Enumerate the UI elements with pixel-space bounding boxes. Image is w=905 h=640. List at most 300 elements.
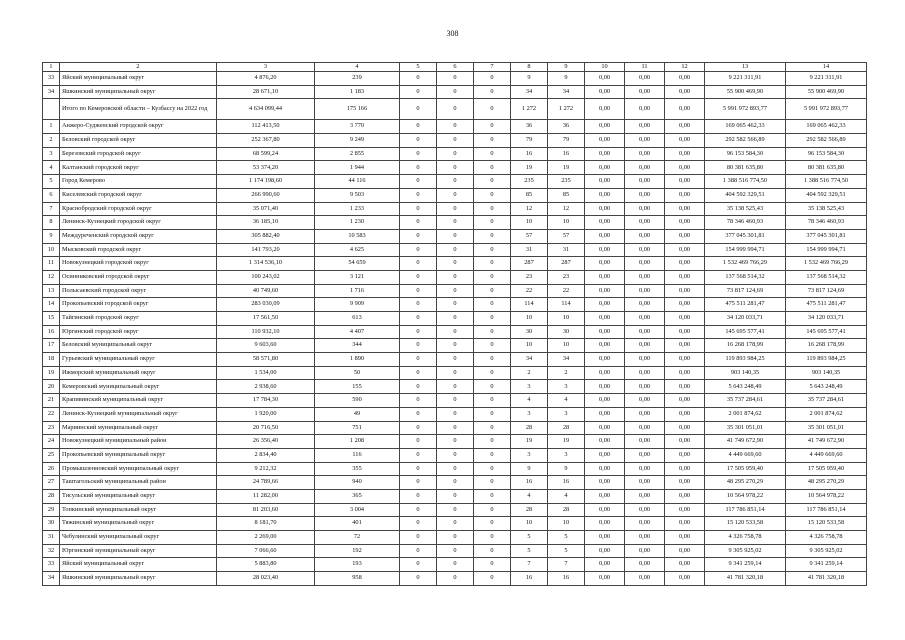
value-cell: 0 (400, 270, 437, 284)
value-cell: 404 592 329,51 (786, 188, 867, 202)
value-cell: 16 (511, 476, 548, 490)
value-cell: 7 066,60 (217, 544, 315, 558)
value-cell: 1 944 (315, 161, 400, 175)
value-cell: 0 (400, 572, 437, 586)
table-row (43, 298, 867, 312)
value-cell: 0 (400, 188, 437, 202)
value-cell: 4 634 099,44 (217, 99, 315, 120)
value-cell: 0 (400, 531, 437, 545)
value-cell: 0,00 (585, 394, 625, 408)
value-cell: 0 (437, 421, 474, 435)
value-cell: 114 (511, 298, 548, 312)
value-cell: 57 (511, 229, 548, 243)
value-cell: 17 784,30 (217, 394, 315, 408)
value-cell: 0,00 (665, 99, 705, 120)
table-row (43, 544, 867, 558)
value-cell: 0 (400, 161, 437, 175)
table-row (43, 503, 867, 517)
value-cell: 0 (400, 476, 437, 490)
value-cell: 903 140,35 (705, 366, 786, 380)
value-cell: 79 (548, 134, 585, 148)
value-cell: 0,00 (665, 284, 705, 298)
value-cell: 0,00 (585, 503, 625, 517)
table-row (43, 188, 867, 202)
value-cell: 1 272 (511, 99, 548, 120)
table-row (43, 407, 867, 421)
value-cell: 2 834,40 (217, 448, 315, 462)
value-cell: 137 568 514,32 (705, 270, 786, 284)
value-cell: 0 (400, 243, 437, 257)
value-cell: 58 571,80 (217, 353, 315, 367)
value-cell: 0,00 (585, 312, 625, 326)
value-cell: 155 (315, 380, 400, 394)
value-cell: 4 449 669,60 (786, 448, 867, 462)
value-cell: 0,00 (665, 544, 705, 558)
value-cell: 19 (548, 435, 585, 449)
value-cell: 0 (437, 147, 474, 161)
value-cell: 0,00 (665, 353, 705, 367)
value-cell: 0 (437, 188, 474, 202)
value-cell: 0,00 (625, 489, 665, 503)
table-row (43, 257, 867, 271)
value-cell: 0 (437, 216, 474, 230)
table-row (43, 531, 867, 545)
value-cell: 31 (548, 243, 585, 257)
index-cell (43, 99, 60, 120)
value-cell: 145 695 577,41 (705, 325, 786, 339)
value-cell: 12 (511, 202, 548, 216)
value-cell: 0 (400, 339, 437, 353)
value-cell: 35 138 525,43 (705, 202, 786, 216)
table-row (43, 558, 867, 572)
table-row (43, 312, 867, 326)
value-cell: 10 564 978,22 (786, 489, 867, 503)
value-cell: 1 314 536,10 (217, 257, 315, 271)
value-cell: 193 (315, 558, 400, 572)
value-cell: 4 407 (315, 325, 400, 339)
value-cell: 0 (400, 257, 437, 271)
value-cell: 0,00 (625, 257, 665, 271)
value-cell: 0 (437, 175, 474, 189)
value-cell: 73 817 124,69 (705, 284, 786, 298)
value-cell: 958 (315, 572, 400, 586)
value-cell: 0,00 (665, 503, 705, 517)
value-cell: 0,00 (625, 517, 665, 531)
value-cell: 0 (437, 517, 474, 531)
value-cell: 0,00 (585, 134, 625, 148)
value-cell: 5 991 972 893,77 (786, 99, 867, 120)
value-cell: 15 120 533,58 (705, 517, 786, 531)
value-cell: 0 (400, 134, 437, 148)
value-cell: 73 817 124,69 (786, 284, 867, 298)
table-row (43, 161, 867, 175)
value-cell: 34 120 033,71 (786, 312, 867, 326)
value-cell: 85 (548, 188, 585, 202)
value-cell: 19 (511, 161, 548, 175)
value-cell: 0 (437, 531, 474, 545)
table-row (43, 175, 867, 189)
value-cell: 31 (511, 243, 548, 257)
index-cell: 26 (43, 462, 60, 476)
value-cell: 0 (474, 544, 511, 558)
name-cell: Киселевский городской округ (60, 188, 217, 202)
value-cell: 0,00 (665, 366, 705, 380)
value-cell: 0 (400, 284, 437, 298)
value-cell: 0,00 (585, 216, 625, 230)
value-cell: 4 (511, 489, 548, 503)
page-number: 308 (446, 29, 459, 38)
table-row (43, 462, 867, 476)
value-cell: 0,00 (585, 161, 625, 175)
value-cell: 0,00 (665, 572, 705, 586)
value-cell: 0,00 (585, 380, 625, 394)
value-cell: 0,00 (585, 476, 625, 490)
value-cell: 169 065 462,33 (705, 120, 786, 134)
value-cell: 235 (511, 175, 548, 189)
value-cell: 590 (315, 394, 400, 408)
value-cell: 137 568 514,32 (786, 270, 867, 284)
table-row (43, 85, 867, 99)
value-cell: 0 (400, 462, 437, 476)
value-cell: 0,00 (625, 503, 665, 517)
table-row (43, 339, 867, 353)
value-cell: 0,00 (625, 380, 665, 394)
index-cell: 31 (43, 531, 60, 545)
value-cell: 0 (437, 572, 474, 586)
value-cell: 0,00 (585, 517, 625, 531)
value-cell: 1 890 (315, 353, 400, 367)
value-cell: 4 876,20 (217, 72, 315, 86)
value-cell: 0,00 (665, 188, 705, 202)
value-cell: 4 326 758,78 (786, 531, 867, 545)
value-cell: 0,00 (625, 339, 665, 353)
name-cell: Промышленновский муниципальный округ (60, 462, 217, 476)
value-cell: 5 (400, 63, 437, 72)
value-cell: 0 (437, 339, 474, 353)
index-cell: 23 (43, 421, 60, 435)
value-cell: 751 (315, 421, 400, 435)
index-cell: 17 (43, 339, 60, 353)
value-cell: 5 (511, 544, 548, 558)
table-row (43, 202, 867, 216)
value-cell: 0,00 (665, 147, 705, 161)
value-cell: 35 301 051,01 (786, 421, 867, 435)
value-cell: 0,00 (585, 544, 625, 558)
value-cell: 9 341 259,14 (705, 558, 786, 572)
value-cell: 0,00 (625, 558, 665, 572)
value-cell: 16 (548, 476, 585, 490)
value-cell: 0 (437, 448, 474, 462)
value-cell: 0,00 (585, 175, 625, 189)
index-cell: 10 (43, 243, 60, 257)
value-cell: 0 (474, 134, 511, 148)
value-cell: 8 (511, 63, 548, 72)
value-cell: 0,00 (625, 161, 665, 175)
value-cell: 0 (400, 99, 437, 120)
value-cell: 112 413,50 (217, 120, 315, 134)
value-cell: 0,00 (625, 325, 665, 339)
value-cell: 41 749 672,90 (786, 435, 867, 449)
value-cell: 8 181,70 (217, 517, 315, 531)
value-cell: 475 511 281,47 (705, 298, 786, 312)
value-cell: 55 900 469,90 (786, 85, 867, 99)
value-cell: 0,00 (625, 284, 665, 298)
value-cell: 0 (400, 202, 437, 216)
value-cell: 940 (315, 476, 400, 490)
value-cell: 22 (548, 284, 585, 298)
value-cell: 377 045 301,81 (786, 229, 867, 243)
name-cell: Краснобродский городской округ (60, 202, 217, 216)
value-cell: 0,00 (585, 298, 625, 312)
value-cell: 11 282,00 (217, 489, 315, 503)
value-cell: 0,00 (625, 270, 665, 284)
value-cell: 355 (315, 462, 400, 476)
value-cell: 36 (548, 120, 585, 134)
value-cell: 0,00 (625, 476, 665, 490)
value-cell: 0,00 (665, 531, 705, 545)
value-cell: 0 (474, 72, 511, 86)
index-cell: 7 (43, 202, 60, 216)
value-cell: 26 356,40 (217, 435, 315, 449)
name-cell: Гурьевский муниципальный округ (60, 353, 217, 367)
value-cell: 0 (474, 394, 511, 408)
value-cell: 15 120 533,58 (786, 517, 867, 531)
value-cell: 3 (511, 380, 548, 394)
value-cell: 0,00 (665, 517, 705, 531)
value-cell: 44 116 (315, 175, 400, 189)
value-cell: 0 (437, 72, 474, 86)
value-cell: 1 183 (315, 85, 400, 99)
value-cell: 78 346 460,93 (705, 216, 786, 230)
table-row (43, 72, 867, 86)
table-row (43, 517, 867, 531)
index-cell: 14 (43, 298, 60, 312)
index-cell: 32 (43, 544, 60, 558)
value-cell: 141 793,20 (217, 243, 315, 257)
value-cell: 0 (474, 325, 511, 339)
name-cell: Чебулинский муниципальный округ (60, 531, 217, 545)
name-cell: Яйский муниципальный округ (60, 72, 217, 86)
value-cell: 35 737 284,61 (705, 394, 786, 408)
name-cell: Тайгинский городской округ (60, 312, 217, 326)
value-cell: 5 (548, 531, 585, 545)
value-cell: 292 582 566,89 (705, 134, 786, 148)
value-cell: 1 534,00 (217, 366, 315, 380)
value-cell: 404 592 329,51 (705, 188, 786, 202)
value-cell: 9 (511, 462, 548, 476)
name-cell: Беловский городской округ (60, 134, 217, 148)
value-cell: 20 716,50 (217, 421, 315, 435)
name-cell: 2 (60, 63, 217, 72)
value-cell: 0,00 (625, 188, 665, 202)
value-cell: 0,00 (625, 394, 665, 408)
value-cell: 16 (511, 147, 548, 161)
value-cell: 3 (511, 407, 548, 421)
value-cell: 0 (437, 325, 474, 339)
value-cell: 377 045 301,81 (705, 229, 786, 243)
name-cell: Междуреченский городской округ (60, 229, 217, 243)
value-cell: 49 (315, 407, 400, 421)
index-cell: 24 (43, 435, 60, 449)
table-row (43, 120, 867, 134)
value-cell: 9 221 311,91 (705, 72, 786, 86)
value-cell: 19 (548, 161, 585, 175)
index-cell: 16 (43, 325, 60, 339)
index-cell: 19 (43, 366, 60, 380)
value-cell: 0 (437, 134, 474, 148)
value-cell: 35 071,40 (217, 202, 315, 216)
value-cell: 344 (315, 339, 400, 353)
value-cell: 23 (548, 270, 585, 284)
value-cell: 9 (548, 63, 585, 72)
value-cell: 28 (511, 421, 548, 435)
value-cell: 54 659 (315, 257, 400, 271)
name-cell: Тяжинский муниципальный округ (60, 517, 217, 531)
value-cell: 0 (474, 257, 511, 271)
value-cell: 0 (437, 489, 474, 503)
name-cell: Осинниковский городской округ (60, 270, 217, 284)
value-cell: 0 (437, 270, 474, 284)
value-cell: 78 346 460,93 (786, 216, 867, 230)
name-cell: Беловский муниципальный округ (60, 339, 217, 353)
value-cell: 96 153 584,30 (705, 147, 786, 161)
table-row (43, 572, 867, 586)
value-cell: 41 781 320,18 (786, 572, 867, 586)
value-cell: 0,00 (665, 421, 705, 435)
table-row (43, 216, 867, 230)
value-cell: 0 (400, 72, 437, 86)
value-cell: 2 855 (315, 147, 400, 161)
value-cell: 2 001 874,62 (786, 407, 867, 421)
value-cell: 0 (437, 407, 474, 421)
value-cell: 80 381 635,80 (786, 161, 867, 175)
value-cell: 0,00 (625, 298, 665, 312)
table-row (43, 435, 867, 449)
value-cell: 9 305 925,02 (705, 544, 786, 558)
value-cell: 28 023,40 (217, 572, 315, 586)
index-cell: 33 (43, 72, 60, 86)
value-cell: 0 (437, 503, 474, 517)
value-cell: 3 121 (315, 270, 400, 284)
value-cell: 0 (437, 366, 474, 380)
value-cell: 0,00 (585, 462, 625, 476)
value-cell: 169 065 462,33 (786, 120, 867, 134)
value-cell: 0,00 (665, 476, 705, 490)
value-cell: 7 (548, 558, 585, 572)
value-cell: 79 (511, 134, 548, 148)
index-cell: 29 (43, 503, 60, 517)
value-cell: 283 030,09 (217, 298, 315, 312)
name-cell: Калтанский городской округ (60, 161, 217, 175)
value-cell: 96 153 584,30 (786, 147, 867, 161)
index-cell: 28 (43, 489, 60, 503)
table-row (43, 421, 867, 435)
value-cell: 0 (474, 229, 511, 243)
name-cell: Новокузнецкий муниципальный район (60, 435, 217, 449)
value-cell: 0 (400, 216, 437, 230)
value-cell: 17 561,50 (217, 312, 315, 326)
index-cell: 15 (43, 312, 60, 326)
value-cell: 34 (511, 85, 548, 99)
value-cell: 13 (705, 63, 786, 72)
value-cell: 1 208 (315, 435, 400, 449)
value-cell: 0 (437, 462, 474, 476)
value-cell: 154 999 994,71 (705, 243, 786, 257)
index-cell: 1 (43, 120, 60, 134)
value-cell: 0 (474, 298, 511, 312)
value-cell: 17 505 959,40 (786, 462, 867, 476)
value-cell: 0,00 (625, 544, 665, 558)
value-cell: 0 (400, 85, 437, 99)
value-cell: 0,00 (625, 421, 665, 435)
index-cell: 11 (43, 257, 60, 271)
value-cell: 36 185,10 (217, 216, 315, 230)
value-cell: 16 (548, 147, 585, 161)
value-cell: 0,00 (665, 161, 705, 175)
value-cell: 0,00 (585, 229, 625, 243)
name-cell: Кемеровский муниципальный округ (60, 380, 217, 394)
index-cell: 20 (43, 380, 60, 394)
value-cell: 0 (474, 339, 511, 353)
value-cell: 0 (474, 188, 511, 202)
value-cell: 40 749,60 (217, 284, 315, 298)
value-cell: 9 603,60 (217, 339, 315, 353)
value-cell: 0 (474, 175, 511, 189)
value-cell: 80 381 635,80 (705, 161, 786, 175)
name-cell: Тисульский муниципальный округ (60, 489, 217, 503)
value-cell: 48 295 270,29 (705, 476, 786, 490)
value-cell: 4 (548, 394, 585, 408)
value-cell: 266 990,60 (217, 188, 315, 202)
value-cell: 0 (437, 558, 474, 572)
value-cell: 0,00 (665, 339, 705, 353)
value-cell: 0,00 (585, 531, 625, 545)
value-cell: 0,00 (625, 85, 665, 99)
value-cell: 0 (474, 284, 511, 298)
value-cell: 0 (400, 448, 437, 462)
value-cell: 1 230 (315, 216, 400, 230)
value-cell: 0,00 (585, 147, 625, 161)
value-cell: 10 (511, 339, 548, 353)
value-cell: 0,00 (585, 85, 625, 99)
value-cell: 0,00 (625, 99, 665, 120)
value-cell: 0,00 (665, 216, 705, 230)
value-cell: 0 (400, 229, 437, 243)
value-cell: 0 (474, 147, 511, 161)
value-cell: 41 749 672,90 (705, 435, 786, 449)
value-cell: 0,00 (665, 558, 705, 572)
index-cell: 25 (43, 448, 60, 462)
value-cell: 114 (548, 298, 585, 312)
value-cell: 0,00 (625, 120, 665, 134)
value-cell: 0,00 (585, 489, 625, 503)
value-cell: 28 (548, 421, 585, 435)
value-cell: 0,00 (585, 407, 625, 421)
value-cell: 0,00 (665, 134, 705, 148)
index-cell: 2 (43, 134, 60, 148)
value-cell: 1 174 198,60 (217, 175, 315, 189)
value-cell: 28 (548, 503, 585, 517)
value-cell: 0,00 (625, 312, 665, 326)
value-cell: 0,00 (625, 353, 665, 367)
value-cell: 192 (315, 544, 400, 558)
value-cell: 175 166 (315, 99, 400, 120)
name-cell: Прокопьевский муниципальный округ (60, 448, 217, 462)
value-cell: 0 (474, 243, 511, 257)
value-cell: 0 (400, 517, 437, 531)
value-cell: 0,00 (665, 202, 705, 216)
value-cell: 0 (400, 120, 437, 134)
